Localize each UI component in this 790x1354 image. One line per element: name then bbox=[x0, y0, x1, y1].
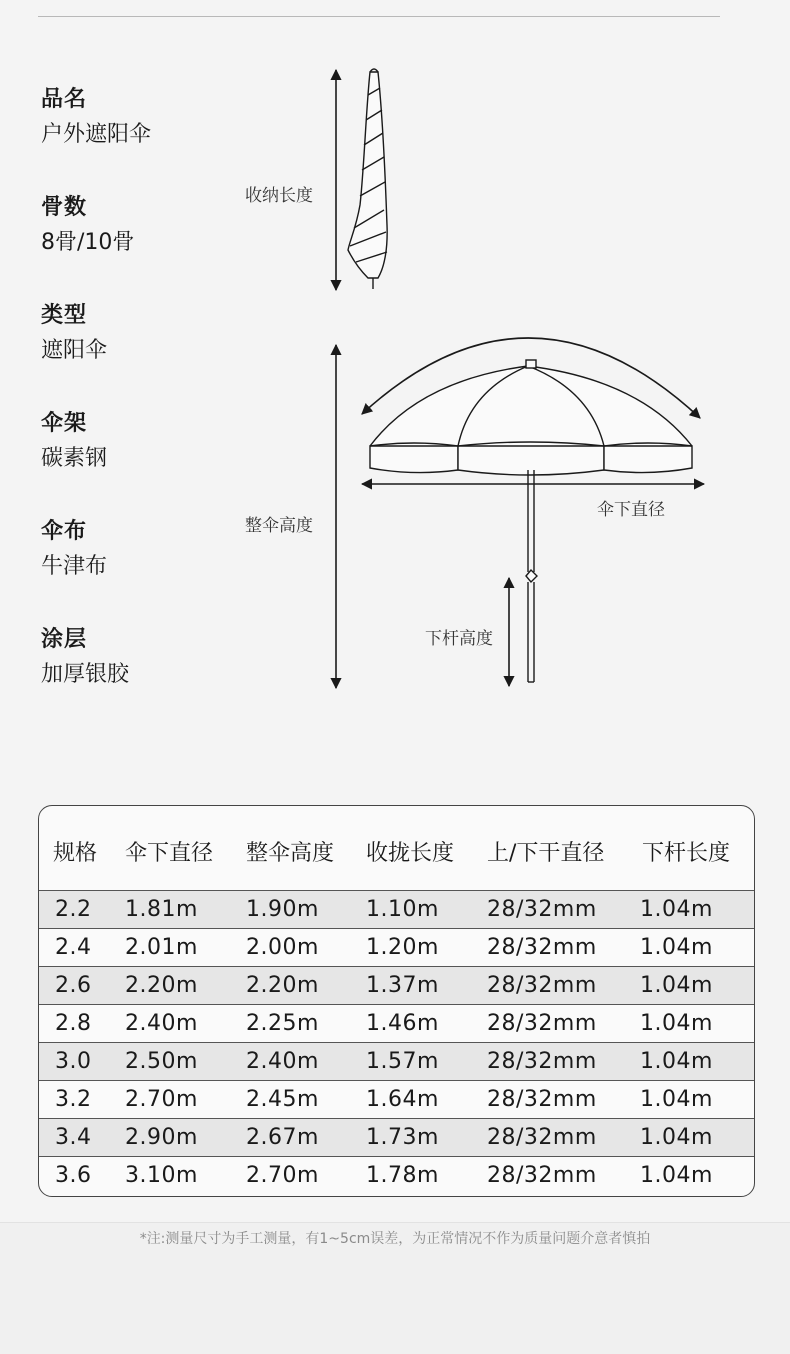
table-row bbox=[39, 966, 754, 1004]
table-cell: 1.73m bbox=[366, 1125, 439, 1150]
spec-value: 遮阳伞 bbox=[41, 338, 108, 363]
spec-label: 类型 bbox=[41, 303, 88, 328]
spec-table bbox=[38, 805, 755, 1197]
table-cell: 1.04m bbox=[640, 897, 713, 922]
spec-label: 品名 bbox=[41, 87, 88, 112]
table-cell: 1.04m bbox=[640, 1125, 713, 1150]
table-cell: 1.64m bbox=[366, 1087, 439, 1112]
table-cell: 28/32mm bbox=[487, 973, 597, 998]
table-row bbox=[39, 1156, 754, 1194]
table-cell: 1.04m bbox=[640, 1087, 713, 1112]
table-row bbox=[39, 928, 754, 966]
table-cell: 2.25m bbox=[246, 1011, 319, 1036]
table-header-cell: 上/下干直径 bbox=[487, 841, 605, 866]
table-cell: 2.4 bbox=[55, 935, 92, 960]
table-row bbox=[39, 1004, 754, 1042]
table-header-cell: 整伞高度 bbox=[246, 841, 335, 866]
open-umbrella-icon bbox=[370, 360, 692, 682]
table-cell: 1.78m bbox=[366, 1163, 439, 1188]
table-cell: 1.04m bbox=[640, 935, 713, 960]
table-cell: 2.40m bbox=[125, 1011, 198, 1036]
table-header-cell: 收拢长度 bbox=[366, 841, 455, 866]
table-cell: 28/32mm bbox=[487, 1049, 597, 1074]
table-header-cell: 规格 bbox=[53, 841, 98, 866]
table-cell: 1.57m bbox=[366, 1049, 439, 1074]
table-cell: 3.6 bbox=[55, 1163, 92, 1188]
table-cell: 2.20m bbox=[246, 973, 319, 998]
spec-label: 伞架 bbox=[41, 411, 88, 436]
table-cell: 2.40m bbox=[246, 1049, 319, 1074]
spec-value: 牛津布 bbox=[41, 554, 108, 579]
table-cell: 2.67m bbox=[246, 1125, 319, 1150]
spec-label: 骨数 bbox=[41, 195, 88, 220]
table-cell: 1.04m bbox=[640, 973, 713, 998]
spec-value: 8骨/10骨 bbox=[41, 230, 135, 255]
table-cell: 28/32mm bbox=[487, 1087, 597, 1112]
table-header-cell: 下杆长度 bbox=[642, 841, 731, 866]
table-cell: 1.10m bbox=[366, 897, 439, 922]
table-cell: 2.70m bbox=[125, 1087, 198, 1112]
table-row bbox=[39, 1118, 754, 1156]
spec-label: 涂层 bbox=[41, 627, 88, 652]
table-cell: 28/32mm bbox=[487, 1125, 597, 1150]
table-row bbox=[39, 1042, 754, 1080]
table-cell: 2.20m bbox=[125, 973, 198, 998]
table-cell: 1.20m bbox=[366, 935, 439, 960]
table-cell: 1.04m bbox=[640, 1163, 713, 1188]
table-cell: 2.90m bbox=[125, 1125, 198, 1150]
spec-value: 碳素钢 bbox=[41, 446, 108, 471]
total-height-label: 整伞高度 bbox=[245, 516, 313, 536]
table-cell: 3.10m bbox=[125, 1163, 198, 1188]
spec-label: 伞布 bbox=[41, 519, 88, 544]
table-cell: 1.04m bbox=[640, 1011, 713, 1036]
canopy-diameter-label: 伞下直径 bbox=[597, 500, 665, 520]
table-cell: 2.2 bbox=[55, 897, 92, 922]
folded-umbrella-icon bbox=[348, 69, 387, 289]
table-cell: 2.45m bbox=[246, 1087, 319, 1112]
table-cell: 28/32mm bbox=[487, 1011, 597, 1036]
measurement-footnote: *注:测量尺寸为手工测量，有1~5cm误差，为正常情况不作为质量问题介意者慎拍 bbox=[139, 1231, 651, 1247]
table-cell: 2.01m bbox=[125, 935, 198, 960]
spec-value: 加厚银胶 bbox=[41, 662, 130, 687]
table-cell: 2.00m bbox=[246, 935, 319, 960]
table-cell: 1.46m bbox=[366, 1011, 439, 1036]
table-header-cell: 伞下直径 bbox=[125, 841, 214, 866]
table-cell: 1.04m bbox=[640, 1049, 713, 1074]
spec-value: 户外遮阳伞 bbox=[41, 122, 152, 147]
table-cell: 2.70m bbox=[246, 1163, 319, 1188]
table-cell: 2.50m bbox=[125, 1049, 198, 1074]
folded-length-label: 收纳长度 bbox=[245, 186, 313, 206]
table-row bbox=[39, 1080, 754, 1118]
table-cell: 1.81m bbox=[125, 897, 198, 922]
table-cell: 2.6 bbox=[55, 973, 92, 998]
table-cell: 3.0 bbox=[55, 1049, 92, 1074]
table-cell: 1.90m bbox=[246, 897, 319, 922]
table-cell: 2.8 bbox=[55, 1011, 92, 1036]
table-cell: 28/32mm bbox=[487, 1163, 597, 1188]
table-cell: 3.4 bbox=[55, 1125, 92, 1150]
table-cell: 1.37m bbox=[366, 973, 439, 998]
table-header-row bbox=[39, 806, 754, 890]
table-cell: 28/32mm bbox=[487, 897, 597, 922]
table-cell: 28/32mm bbox=[487, 935, 597, 960]
lower-pole-label: 下杆高度 bbox=[425, 629, 493, 649]
table-row bbox=[39, 890, 754, 928]
table-cell: 3.2 bbox=[55, 1087, 92, 1112]
